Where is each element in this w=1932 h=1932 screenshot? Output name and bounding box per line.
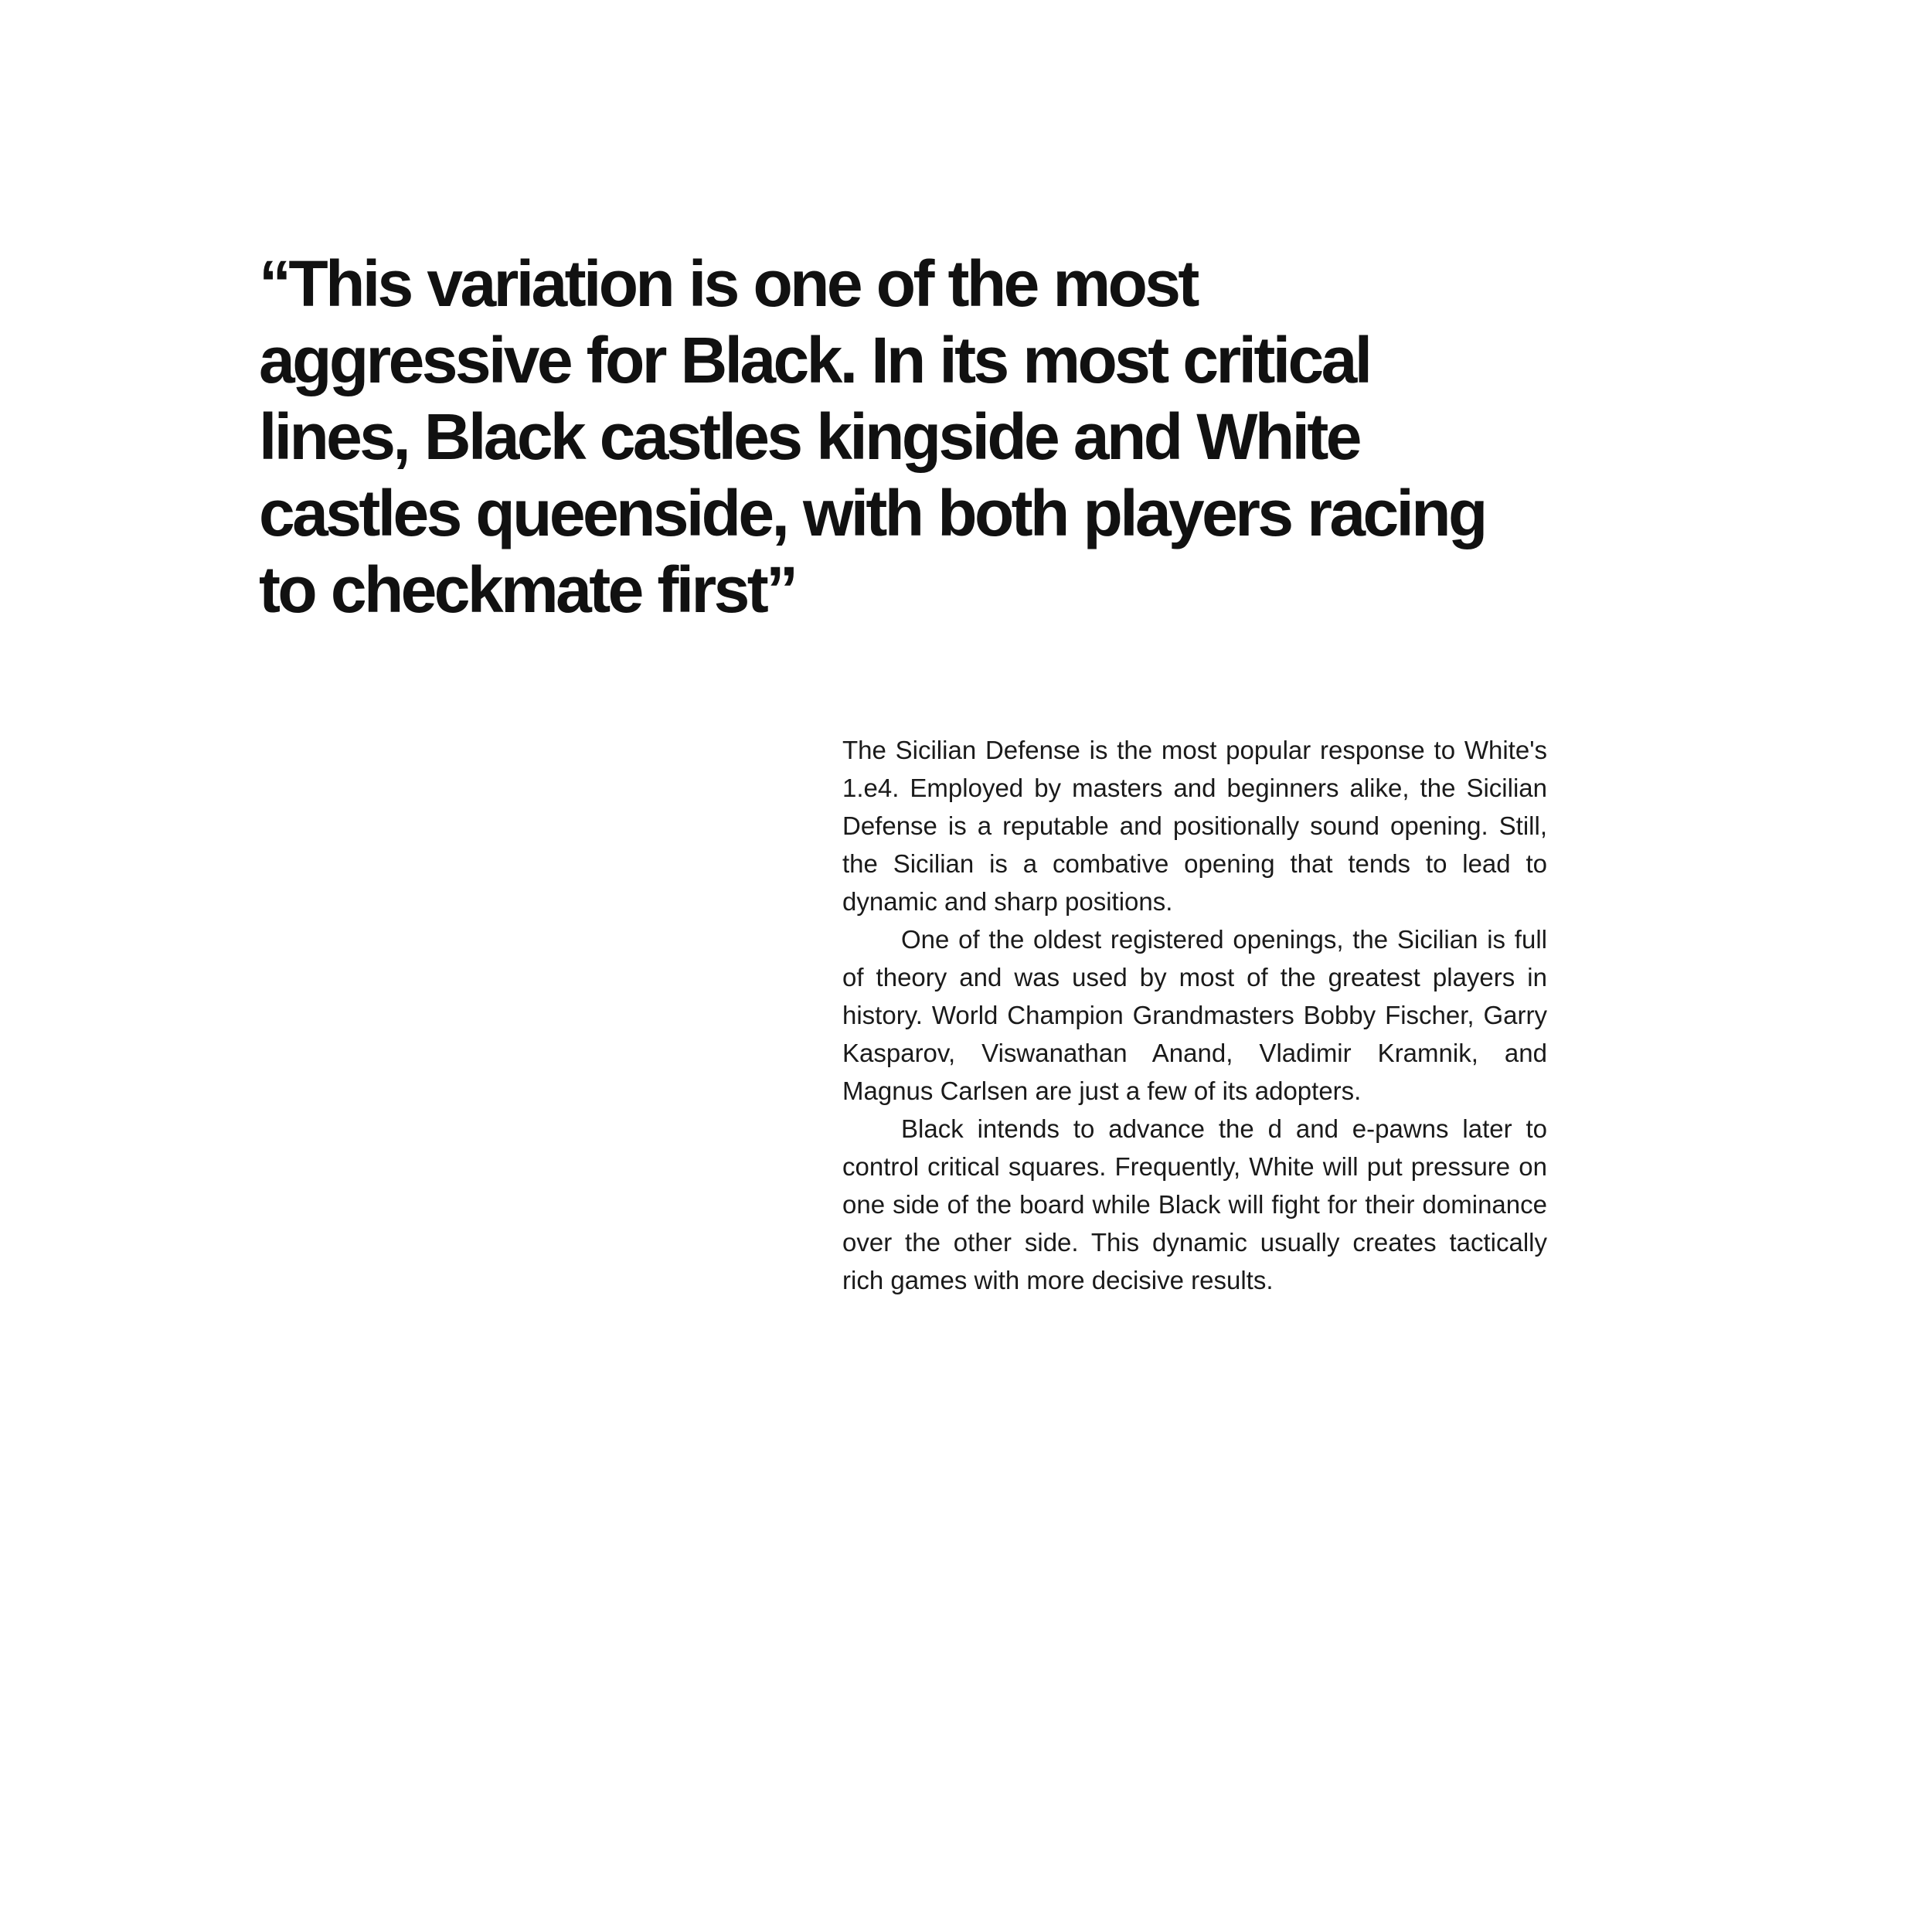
pull-quote-line: to checkmate first” [259, 553, 796, 626]
pull-quote-line: castles queenside, with both players racing [259, 477, 1485, 549]
article-body [842, 731, 1547, 1299]
pull-quote-line: “This variation is one of the most [259, 247, 1197, 320]
body-paragraph: One of the oldest registered openings, the Sicilian is full of theory and was used by most of the greatest players in history. World Champion Grandmasters Bobby Fischer, Garry Kasparov, Viswanathan Anand, Vladimir Kramnik, and Magnus Carlsen are just a few of its adopters. [842, 925, 1547, 1105]
pull-quote-line: lines, Black castles kingside and White [259, 400, 1359, 473]
body-paragraph: Black intends to advance the d and e-pawns later to control critical squares. Frequently, White will put pressure on one side of the board while Black will fight for their dominance over the other side. This dynamic usually creates tactically rich games with more decisive results. [842, 1114, 1547, 1294]
body-paragraph: The Sicilian Defense is the most popular response to White's 1.e4. Employed by masters and beginners alike, the Sicilian Defense is a reputable and positionally sound opening. Still, the Sicilian is a combative opening that tends to lead to dynamic and sharp positions. [842, 736, 1547, 916]
pull-quote-line: aggressive for Black. In its most critical [259, 324, 1370, 396]
pull-quote [259, 246, 1573, 628]
